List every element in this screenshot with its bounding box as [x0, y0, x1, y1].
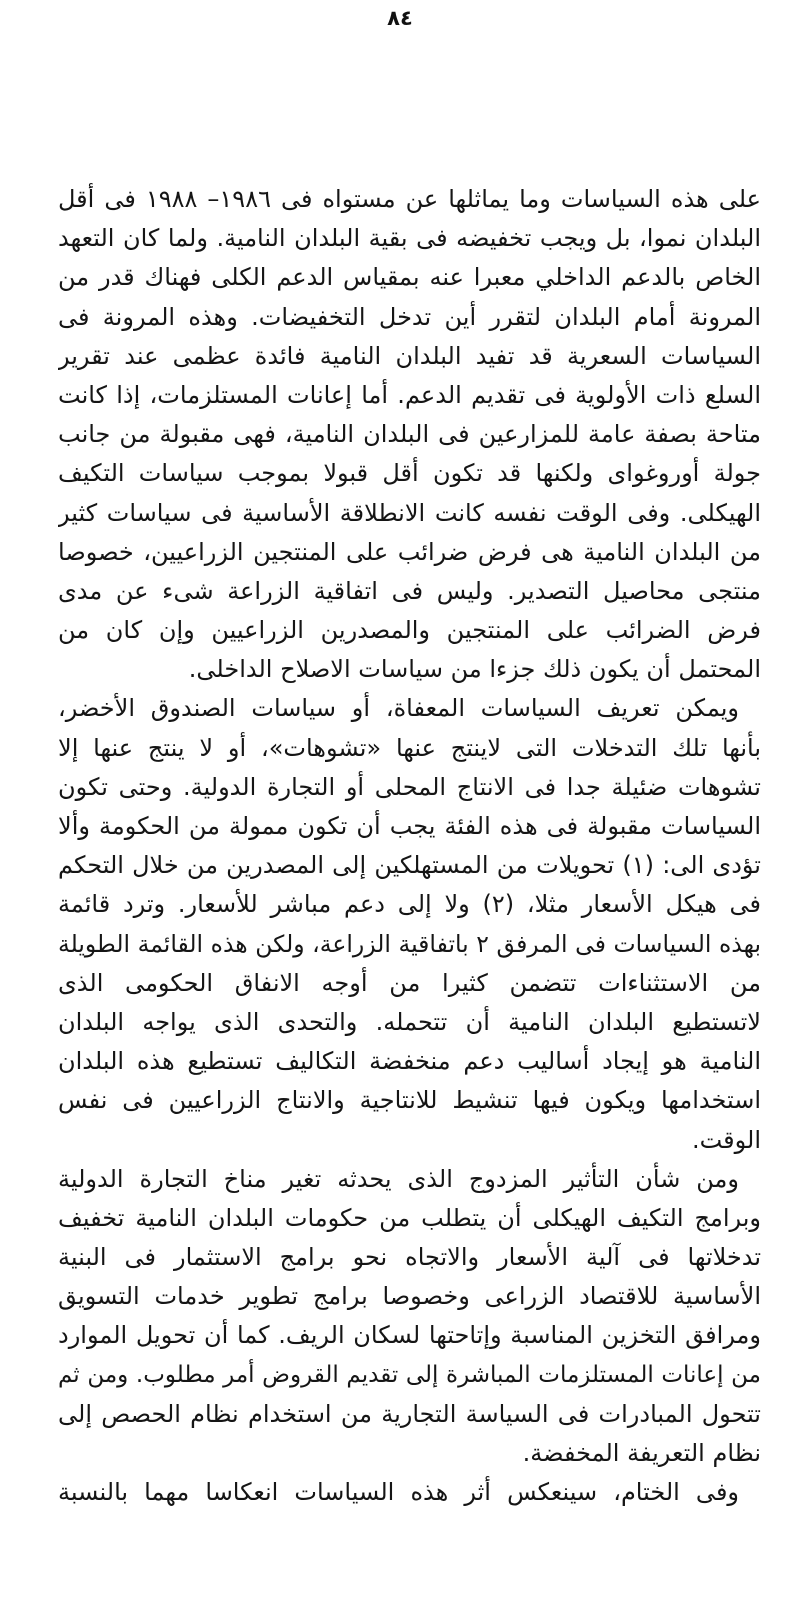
text-line: تدخلاتها فى آلية الأسعار والاتجاه نحو برامج الاستثمار فى البنية: [58, 1243, 761, 1272]
text-line: السياسات مقبولة فى هذه الفئة يجب أن تكون ممولة من الحكومة وألا: [58, 812, 761, 841]
text-line: المحتمل أن يكون ذلك جزءا من سياسات الاصلاح الداخلى.: [188, 655, 761, 684]
text-line: جولة أوروغواى ولكنها قد تكون أقل قبولا بموجب سياسات التكيف: [58, 459, 761, 488]
text-line: نظام التعريفة المخفضة.: [522, 1439, 761, 1468]
text-line: تتحول المبادرات فى السياسة التجارية من استخدام نظام الحصص إلى: [58, 1399, 761, 1428]
text-line: الخاص بالدعم الداخلي معبرا عنه بمقياس الدعم الكلى فهناك قدر من: [58, 263, 761, 292]
text-line: السلع ذات الأولوية فى تقديم الدعم. أما إعانات المستلزمات، إذا كانت: [58, 380, 761, 409]
text-line: وبرامج التكيف الهيكلى أن يتطلب من حكومات البلدان النامية تخفيف: [58, 1203, 761, 1232]
document-body: [58, 180, 761, 1512]
text-line: ومن شأن التأثير المزدوج الذى يحدثه تغير مناخ التجارة الدولية: [58, 1164, 739, 1193]
text-line: ومرافق التخزين المناسبة وإتاحتها لسكان الريف. كما أن تحويل الموارد: [58, 1321, 761, 1350]
page-number: ٨٤: [387, 6, 413, 30]
text-line: لاتستطيع البلدان النامية أن تتحمله. والتحدى الذى يواجه البلدان: [58, 1007, 761, 1036]
text-line: المرونة أمام البلدان لتقرر أين تدخل التخفيضات. وهذه المرونة فى: [58, 302, 761, 331]
text-line: على هذه السياسات وما يماثلها عن مستواه فى ١٩٨٦– ١٩٨٨ فى أقل: [58, 185, 761, 213]
text-line: وفى الختام، سينعكس أثر هذه السياسات انعكاسا مهما بالنسبة: [58, 1478, 739, 1507]
text-line: منتجى محاصيل التصدير. وليس فى اتفاقية الزراعة شىء عن مدى: [58, 576, 761, 605]
text-line: ويمكن تعريف السياسات المعفاة، أو سياسات الصندوق الأخضر،: [58, 694, 739, 723]
text-line: الوقت.: [691, 1125, 761, 1154]
text-line: تؤدى الى: (١) تحويلات من المستهلكين إلى المصدرين من خلال التحكم: [58, 851, 761, 880]
text-line: الأساسية للاقتصاد الزراعى وخصوصا برامج تطوير خدمات التسويق: [58, 1282, 761, 1311]
text-line: النامية هو إيجاد أساليب دعم منخفضة التكاليف تستطيع هذه البلدان: [58, 1047, 761, 1076]
text-line: من البلدان النامية هى فرض ضرائب على المنتجين الزراعيين، خصوصا: [58, 537, 761, 566]
text-line: بهذه السياسات فى المرفق ٢ باتفاقية الزراعة، ولكن هذه القائمة الطويلة: [58, 929, 761, 958]
text-line: السياسات السعرية قد تفيد البلدان النامية فائدة عظمى عند تقرير: [58, 341, 761, 370]
text-line: فرض الضرائب على المنتجين والمصدرين الزراعيين وإن كان من: [58, 616, 761, 645]
text-line: تشوهات ضئيلة جدا فى الانتاج المحلى أو التجارة الدولية. وحتى تكون: [58, 772, 761, 801]
text-line: فى هيكل الأسعار مثلا، (٢) ولا إلى دعم مباشر للأسعار. وترد قائمة: [58, 890, 761, 919]
text-line: بأنها تلك التدخلات التى لاينتج عنها «تشوهات»، أو لا ينتج عنها إلا: [58, 733, 761, 762]
text-line: من إعانات المستلزمات المباشرة إلى تقديم القروض أمر مطلوب. ومن ثم: [58, 1361, 761, 1388]
text-line: متاحة بصفة عامة للمزارعين فى البلدان النامية، فهى مقبولة من جانب: [58, 420, 761, 449]
text-line: البلدان نموا، بل ويجب تخفيضه فى بقية البلدان النامية. ولما كان التعهد: [58, 224, 761, 253]
text-line: من الاستثناءات تتضمن كثيرا من أوجه الانفاق الحكومى الذى: [58, 968, 761, 997]
text-line: الهيكلى. وفى الوقت نفسه كانت الانطلاقة الأساسية فى سياسات كثير: [58, 498, 761, 527]
text-line: استخدامها ويكون فيها تنشيط للانتاجية والانتاج الزراعيين فى نفس: [58, 1086, 761, 1115]
